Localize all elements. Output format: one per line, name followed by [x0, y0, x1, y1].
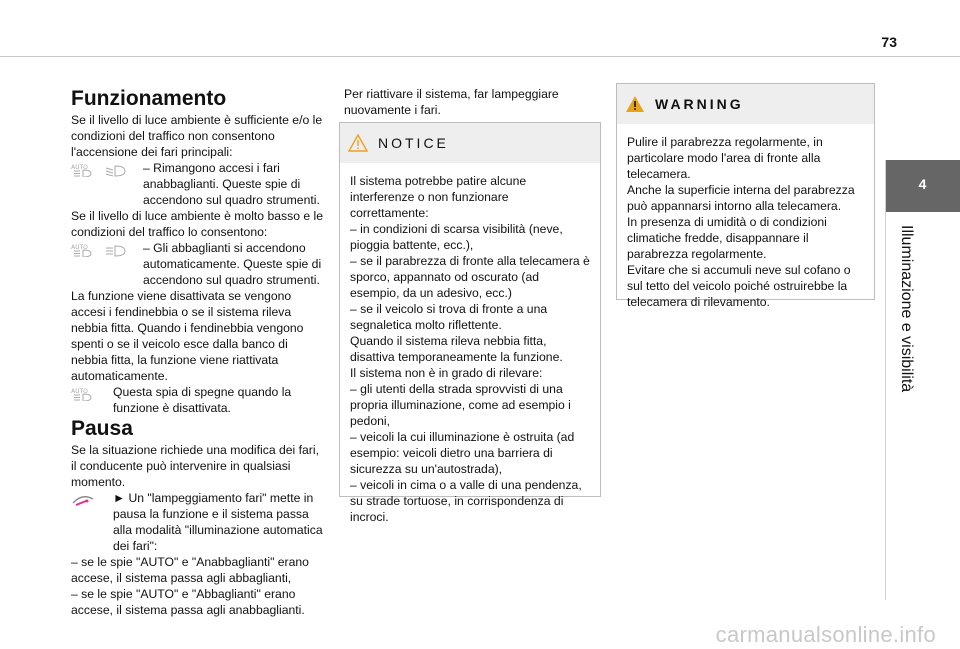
notice-header	[340, 123, 600, 163]
left-column	[71, 86, 327, 618]
dash-item: – se le spie "AUTO" e "Anabbaglianti" erano accese, il sistema passa agli abbaglianti,	[71, 555, 309, 585]
notice-label: NOTICE	[378, 135, 449, 151]
notice-triangle-icon	[348, 134, 368, 152]
list-item: ► Un "lampeggiamento fari" mette in pausa la funzione e il sistema passa alla modalità "illuminazione automatica dei fari":	[113, 491, 323, 553]
watermark: carmanualsonline.info	[715, 622, 936, 647]
middle-column	[344, 86, 598, 118]
indicator-row	[71, 490, 327, 554]
dash-item: – se le spie "AUTO" e "Abbaglianti" erano accese, il sistema passa agli anabbaglianti.	[71, 587, 305, 617]
page-number: 73	[881, 34, 897, 50]
warning-box	[616, 83, 875, 309]
section-title-pausa: Pausa	[71, 417, 133, 440]
paragraph: Se il livello di luce ambiente è sufficiente e/o le condizioni del traffico non consentono l'accensione dei fari principali:	[71, 113, 323, 159]
auto-lowbeam-icon	[71, 163, 97, 177]
notice-line: – gli utenti della strada sprovvisti di una propria illuminazione, come ad esempio i pedoni,	[350, 382, 571, 428]
warning-line: Evitare che si accumuli neve sul cofano o sul tetto del veicolo poiché ostruirebbe la telecamera di rilevamento.	[627, 263, 851, 309]
chapter-title: Illuminazione e visibilità	[898, 225, 915, 393]
paragraph: Se il livello di luce ambiente è molto basso e le condizioni del traffico lo consentono:	[71, 209, 324, 239]
svg-text:AUTO: AUTO	[71, 164, 88, 171]
list-item: Questa spia di spegne quando la funzione è disattivata.	[113, 385, 292, 415]
notice-body	[340, 163, 600, 533]
paragraph: La funzione viene disattivata se vengono accesi i fendinebbia o se il sistema rileva nebbia fitta. Quando i fendinebbia vengono spenti o se il veicolo esce dalla banco di nebbia fitta, la funzione viene riattivata automaticamente.	[71, 289, 304, 383]
notice-line: – in condizioni di scarsa visibilità (neve, pioggia battente, ecc.),	[350, 222, 563, 252]
list-item: – Rimangono accesi i fari anabbaglianti. Queste spie di accendono sul quadro strumenti.	[143, 161, 320, 207]
notice-line: – se il parabrezza di fronte alla telecamera è sporco, appannato od oscurato (ad esempio, da un adesivo, ecc.)	[350, 254, 590, 300]
warning-body	[617, 124, 874, 318]
list-item: – Gli abbaglianti si accendono automaticamente. Queste spie di accendono sul quadro strumenti.	[143, 241, 322, 287]
notice-line: Il sistema potrebbe patire alcune interferenze o non funzionare correttamente:	[350, 174, 527, 220]
paragraph: Se la situazione richiede una modifica dei fari, il conducente può intervenire in qualsiasi momento.	[71, 443, 319, 489]
indicator-row	[71, 160, 327, 208]
auto-beam-assist-icon	[71, 387, 97, 401]
warning-triangle-icon	[625, 95, 645, 113]
headlight-flash-icon	[71, 493, 97, 507]
warning-line: Anche la superficie interna del parabrezza può appannarsi intorno alla telecamera.	[627, 183, 855, 213]
indicator-row	[71, 240, 327, 288]
notice-box	[339, 122, 601, 524]
svg-text:AUTO: AUTO	[71, 244, 88, 251]
warning-line: Pulire il parabrezza regolarmente, in particolare modo l'area di fronte alla telecamera.	[627, 135, 823, 181]
warning-header	[617, 84, 874, 124]
paragraph: Per riattivare il sistema, far lampeggiare nuovamente i fari.	[344, 87, 559, 117]
highbeam-icon	[103, 243, 129, 257]
side-rule	[885, 160, 886, 600]
notice-line: Quando il sistema rileva nebbia fitta, disattiva temporaneamente la funzione.	[350, 334, 563, 364]
warning-label: WARNING	[655, 96, 744, 112]
notice-line: – veicoli in cima o a valle di una pendenza, su strade tortuose, in corrispondenza di incroci.	[350, 478, 582, 524]
chapter-tab-number: 4	[918, 176, 927, 192]
warning-line: In presenza di umidità o di condizioni climatiche fredde, disappannare il parabrezza regolarmente.	[627, 215, 827, 261]
section-title-funzionamento: Funzionamento	[71, 87, 227, 110]
auto-highbeam-icon	[71, 243, 97, 257]
header-rule	[0, 56, 960, 57]
indicator-row	[71, 384, 327, 416]
chapter-tab[interactable]	[885, 160, 960, 212]
notice-line: Il sistema non è in grado di rilevare:	[350, 366, 543, 380]
notice-line: – se il veicolo si trova di fronte a una segnaletica molto riflettente.	[350, 302, 548, 332]
svg-text:AUTO: AUTO	[71, 388, 88, 395]
lowbeam-icon	[103, 163, 129, 177]
notice-line: – veicoli la cui illuminazione è ostruita (ad esempio: veicoli dietro una barriera di sicurezza su un'autostrada),	[350, 430, 575, 476]
